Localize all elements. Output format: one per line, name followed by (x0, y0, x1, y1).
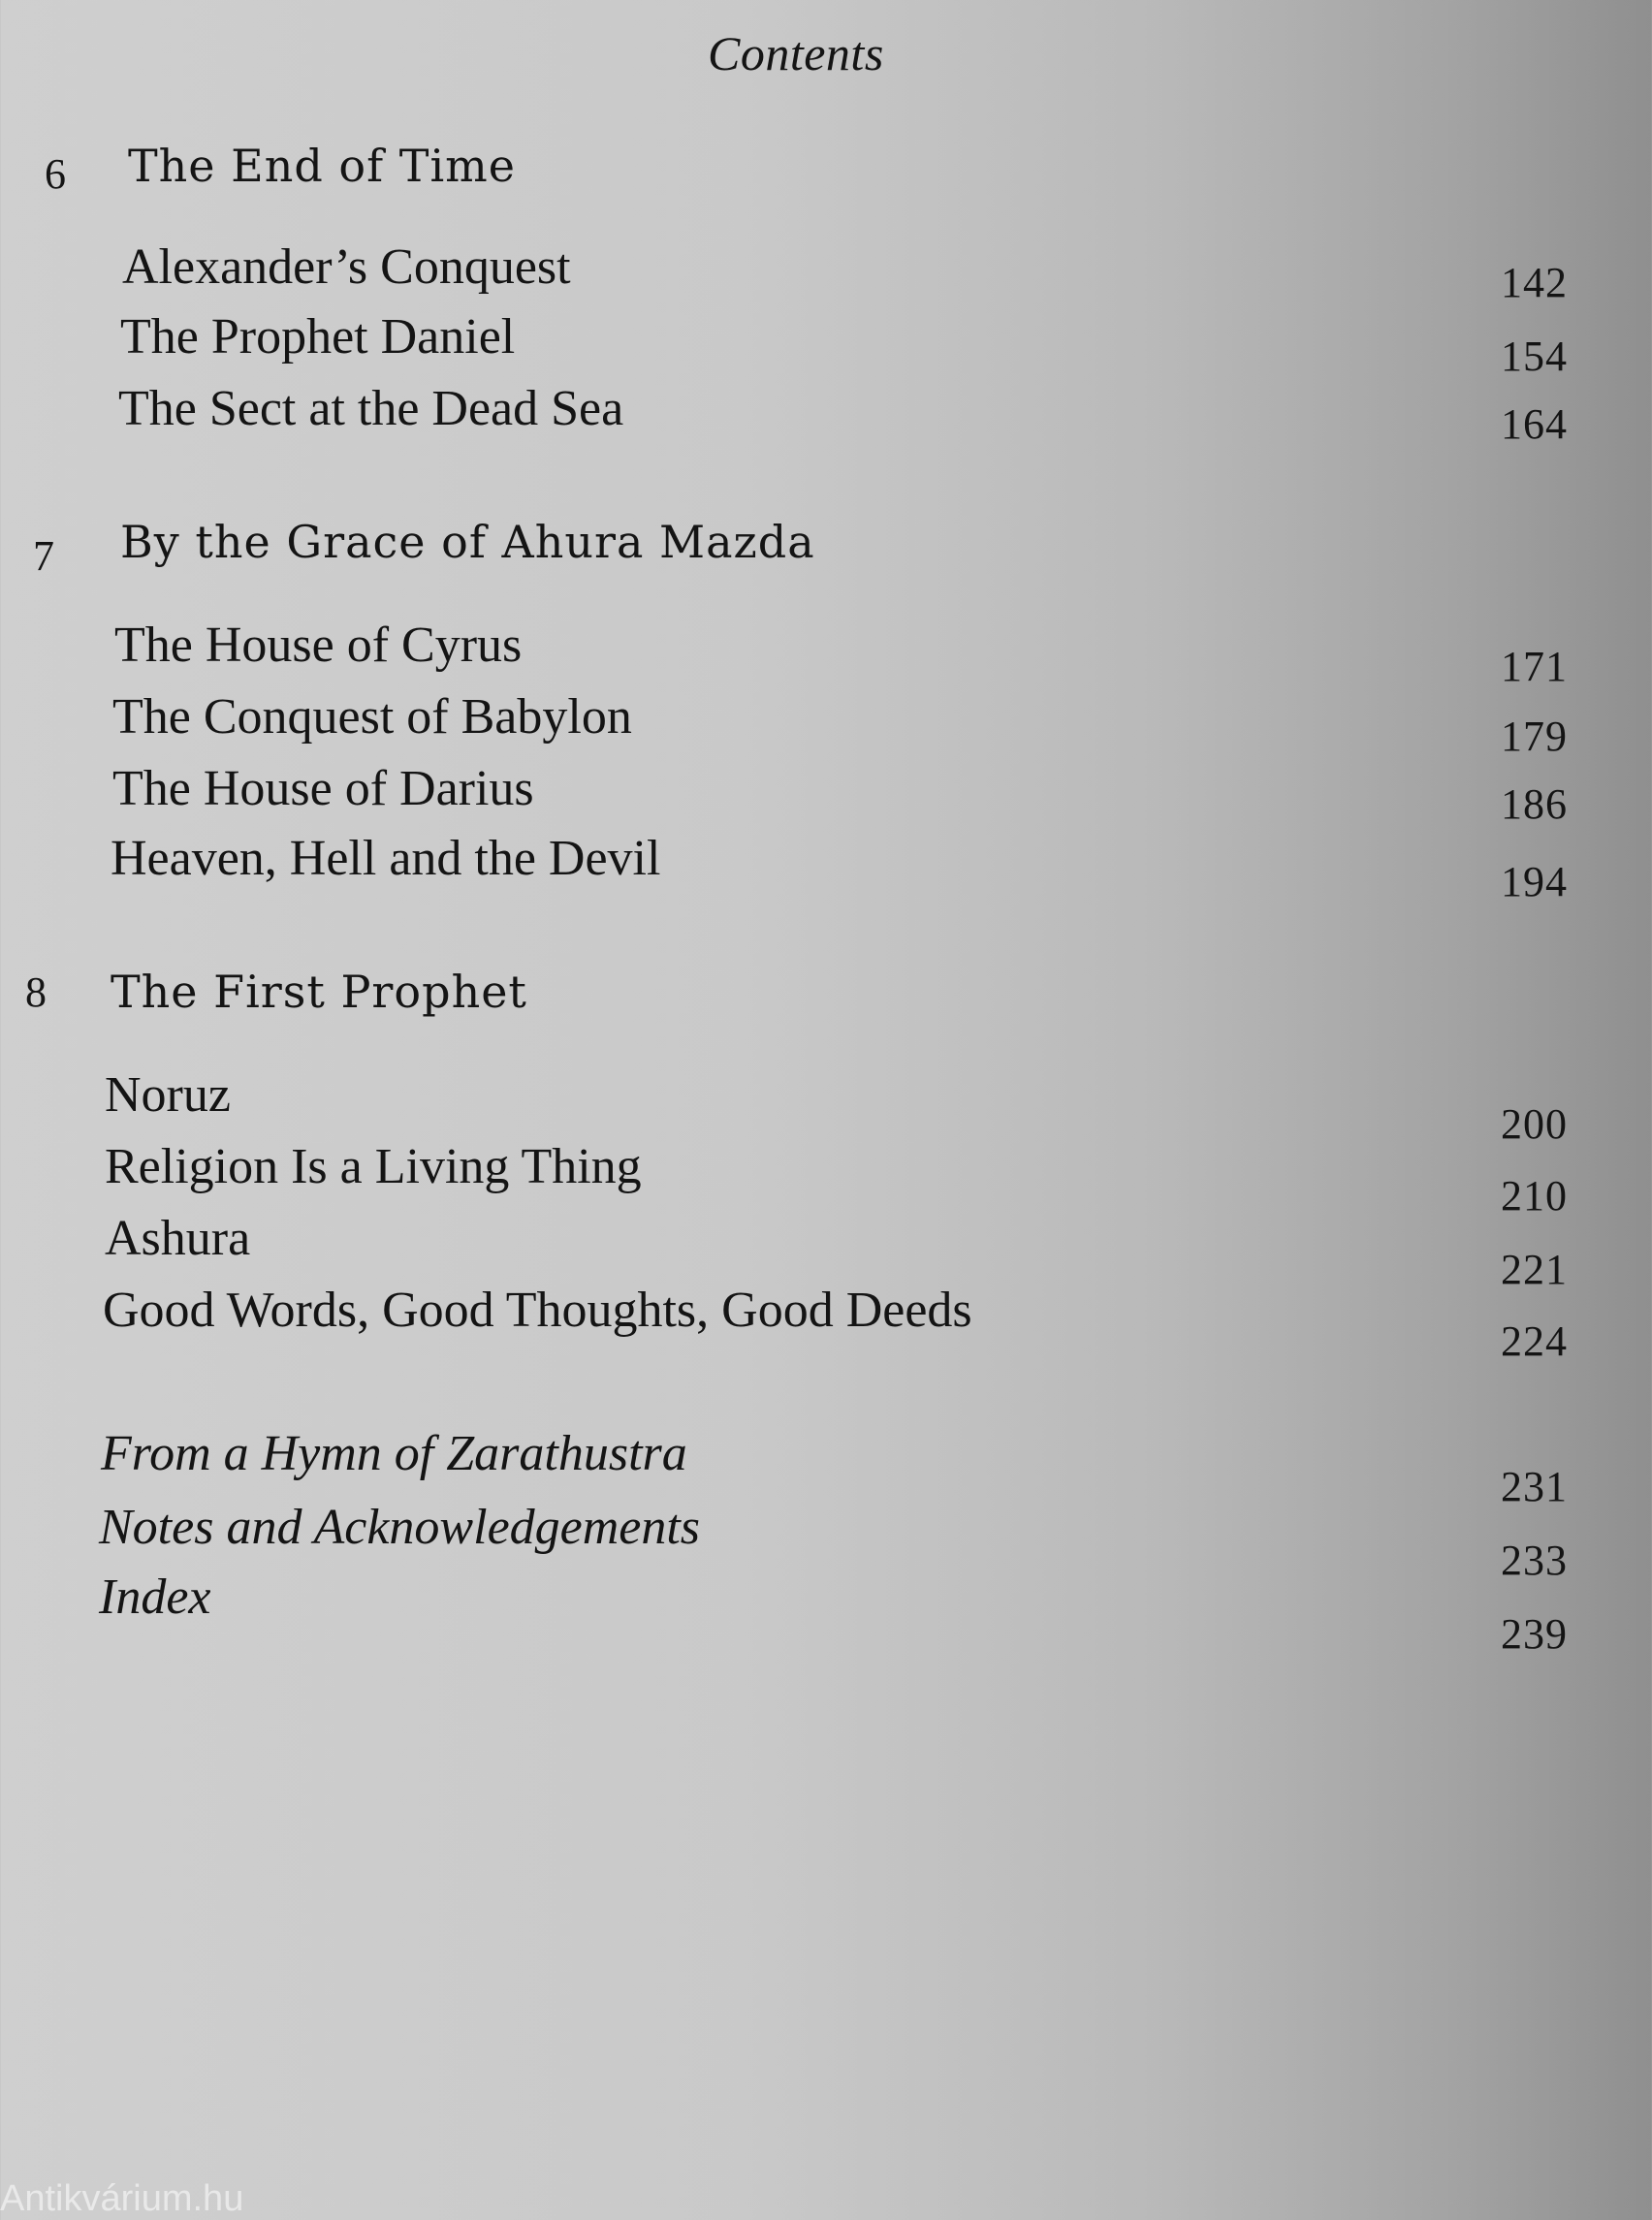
toc-entry-page: 154 (1501, 333, 1568, 380)
toc-entry-page: 164 (1501, 400, 1568, 448)
chapter-title: By the Grace of Ahura Mazda (120, 516, 815, 568)
toc-entry-title[interactable]: Ashura (105, 1211, 251, 1266)
toc-entry-page: 221 (1501, 1246, 1568, 1293)
toc-entry-page: 179 (1501, 713, 1568, 760)
toc-entry-title[interactable]: The Sect at the Dead Sea (118, 381, 624, 436)
back-matter-page: 231 (1501, 1463, 1568, 1510)
toc-entry-title[interactable]: Noruz (105, 1067, 231, 1123)
toc-entry-page: 194 (1501, 858, 1568, 905)
toc-entry-title[interactable]: Good Words, Good Thoughts, Good Deeds (103, 1283, 972, 1338)
chapter-number: 8 (25, 968, 47, 1016)
toc-entry-title[interactable]: The House of Cyrus (114, 618, 523, 673)
chapter-number: 6 (45, 150, 66, 198)
watermark-text: Antikvárium.hu (0, 2178, 244, 2219)
toc-entry-page: 210 (1501, 1172, 1568, 1220)
toc-entry-title[interactable]: The Prophet Daniel (120, 309, 516, 365)
show-through-line (1202, 824, 1215, 880)
toc-entry-page: 200 (1501, 1100, 1568, 1148)
back-matter-title[interactable]: Notes and Acknowledgements (99, 1500, 701, 1555)
chapter-title: The First Prophet (111, 966, 527, 1018)
back-matter-title[interactable]: Index (99, 1570, 211, 1625)
toc-entry-page: 186 (1501, 780, 1568, 828)
back-matter-page: 239 (1501, 1610, 1568, 1658)
page-title: Contents (708, 26, 884, 80)
chapter-title: The End of Time (128, 140, 517, 192)
toc-entry-title[interactable]: Heaven, Hell and the Devil (111, 831, 661, 886)
toc-entry-page: 142 (1501, 259, 1568, 306)
toc-entry-page: 171 (1501, 643, 1568, 690)
toc-entry-title[interactable]: Alexander’s Conquest (122, 239, 571, 295)
toc-entry-page: 224 (1501, 1317, 1568, 1365)
toc-entry-title[interactable]: Religion Is a Living Thing (105, 1139, 642, 1194)
chapter-number: 7 (33, 532, 54, 580)
back-matter-page: 233 (1501, 1537, 1568, 1584)
toc-entry-title[interactable]: The House of Darius (112, 761, 534, 816)
back-matter-title[interactable]: From a Hymn of Zarathustra (101, 1426, 687, 1481)
toc-entry-title[interactable]: The Conquest of Babylon (112, 689, 632, 745)
